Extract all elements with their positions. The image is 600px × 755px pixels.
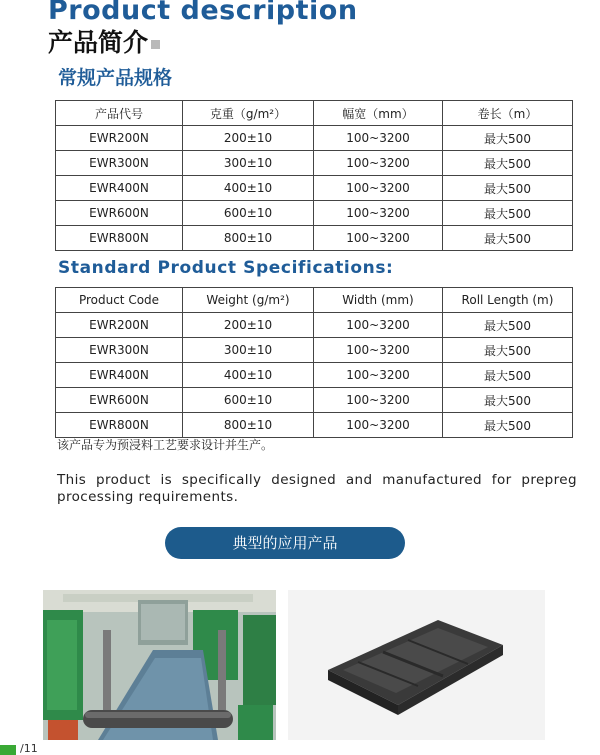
cell-width: 100~3200	[314, 363, 443, 388]
spec-table-cn	[55, 100, 573, 251]
cell-weight: 300±10	[183, 151, 314, 176]
typical-applications-button[interactable]: 典型的应用产品	[165, 527, 405, 559]
cell-length: 最大500	[443, 176, 573, 201]
column-header-weight: Weight (g/m²)	[183, 288, 314, 313]
table-row	[56, 313, 573, 338]
cell-length: 最大500	[443, 226, 573, 251]
cell-width: 100~3200	[314, 413, 443, 438]
table-row	[56, 363, 573, 388]
table-row	[56, 176, 573, 201]
production-line-illustration	[43, 590, 276, 740]
cell-weight: 800±10	[183, 413, 314, 438]
page-title-en: Product description	[48, 0, 358, 26]
table-row	[56, 151, 573, 176]
cell-code: EWR800N	[56, 413, 183, 438]
cell-code: EWR800N	[56, 226, 183, 251]
cell-length: 最大500	[443, 201, 573, 226]
cell-weight: 200±10	[183, 313, 314, 338]
table-row	[56, 338, 573, 363]
production-line-photo	[43, 590, 276, 740]
cell-weight: 600±10	[183, 388, 314, 413]
column-header-length: 卷长（m）	[443, 101, 573, 126]
cell-length: 最大500	[443, 363, 573, 388]
table-row	[56, 226, 573, 251]
table-row	[56, 413, 573, 438]
cell-width: 100~3200	[314, 313, 443, 338]
table-row	[56, 126, 573, 151]
composite-tray-photo	[288, 590, 545, 740]
cell-length: 最大500	[443, 313, 573, 338]
section-title-cn: 常规产品规格	[58, 67, 173, 89]
cell-length: 最大500	[443, 126, 573, 151]
cell-code: EWR200N	[56, 313, 183, 338]
cell-width: 100~3200	[314, 338, 443, 363]
page-accent-bar	[0, 745, 16, 755]
section-title-en: Standard Product Specifications:	[58, 258, 394, 278]
cell-width: 100~3200	[314, 388, 443, 413]
cell-weight: 400±10	[183, 176, 314, 201]
cell-width: 100~3200	[314, 151, 443, 176]
column-header-width: 幅宽（mm）	[314, 101, 443, 126]
cell-code: EWR400N	[56, 363, 183, 388]
cell-code: EWR600N	[56, 388, 183, 413]
cell-weight: 400±10	[183, 363, 314, 388]
square-bullet-icon	[151, 40, 160, 49]
cell-code: EWR200N	[56, 126, 183, 151]
cell-length: 最大500	[443, 388, 573, 413]
column-header-length: Roll Length (m)	[443, 288, 573, 313]
cell-code: EWR600N	[56, 201, 183, 226]
cell-width: 100~3200	[314, 226, 443, 251]
cell-weight: 800±10	[183, 226, 314, 251]
note-cn: 该产品专为预浸料工艺要求设计并生产。	[57, 438, 274, 452]
cell-weight: 300±10	[183, 338, 314, 363]
tray-illustration	[288, 590, 545, 740]
column-header-code: 产品代号	[56, 101, 183, 126]
cell-code: EWR400N	[56, 176, 183, 201]
cell-width: 100~3200	[314, 176, 443, 201]
cell-weight: 200±10	[183, 126, 314, 151]
cell-width: 100~3200	[314, 201, 443, 226]
cell-code: EWR300N	[56, 338, 183, 363]
table-row	[56, 201, 573, 226]
cell-length: 最大500	[443, 413, 573, 438]
cell-width: 100~3200	[314, 126, 443, 151]
column-header-width: Width (mm)	[314, 288, 443, 313]
cell-code: EWR300N	[56, 151, 183, 176]
table-header-row	[56, 288, 573, 313]
description-en: This product is specifically designed and manufactured for prepreg processing requirements.	[57, 472, 577, 505]
column-header-weight: 克重（g/m²）	[183, 101, 314, 126]
spec-table-en	[55, 287, 573, 438]
column-header-code: Product Code	[56, 288, 183, 313]
page-number: /11	[20, 742, 38, 755]
page-title-cn	[48, 27, 160, 59]
table-row	[56, 388, 573, 413]
table-header-row	[56, 101, 573, 126]
cell-length: 最大500	[443, 151, 573, 176]
page-title-cn-text: 产品简介	[48, 28, 149, 57]
cell-weight: 600±10	[183, 201, 314, 226]
cell-length: 最大500	[443, 338, 573, 363]
